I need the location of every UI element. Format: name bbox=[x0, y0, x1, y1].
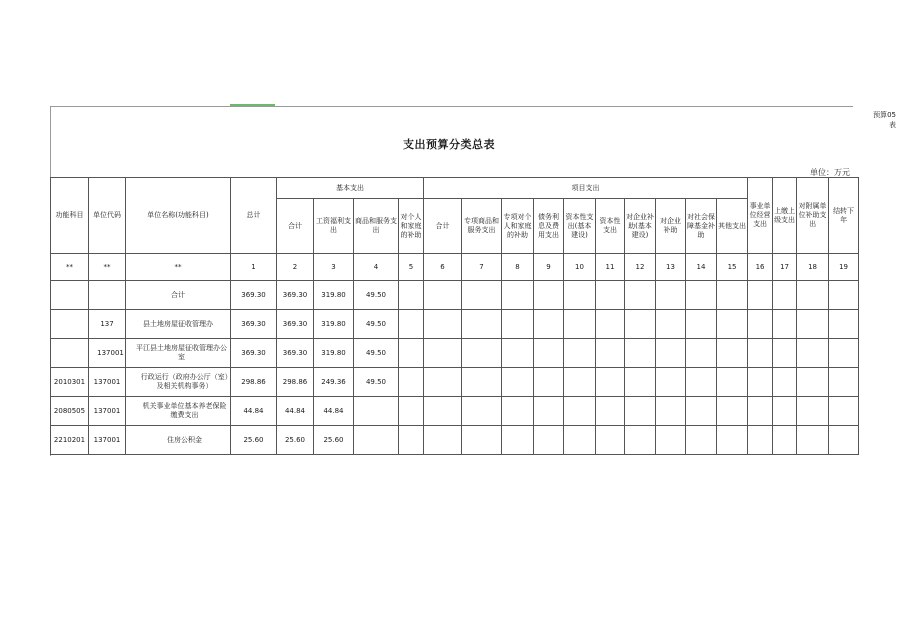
table-row bbox=[51, 397, 859, 426]
empty-cell bbox=[797, 281, 829, 310]
header-basic-col: 对个人和家庭的补助 bbox=[399, 199, 424, 254]
basic-total-cell: 44.84 bbox=[277, 397, 314, 426]
index-cell: 19 bbox=[829, 254, 859, 281]
empty-cell bbox=[686, 397, 717, 426]
index-cell: 17 bbox=[773, 254, 797, 281]
total-cell: 298.86 bbox=[231, 368, 277, 397]
empty-cell bbox=[564, 397, 596, 426]
table-row bbox=[51, 426, 859, 455]
empty-cell bbox=[748, 339, 773, 368]
empty-cell bbox=[625, 281, 656, 310]
empty-cell bbox=[534, 426, 564, 455]
empty-cell bbox=[829, 339, 859, 368]
empty-cell bbox=[797, 368, 829, 397]
header-tail: 事业单位经营支出 bbox=[748, 178, 773, 254]
basic-total-cell: 369.30 bbox=[277, 310, 314, 339]
empty-cell bbox=[564, 310, 596, 339]
header-tail: 结转下年 bbox=[829, 178, 859, 254]
empty-cell bbox=[686, 368, 717, 397]
empty-cell bbox=[502, 310, 534, 339]
empty-cell bbox=[686, 426, 717, 455]
empty-cell bbox=[534, 397, 564, 426]
header-unit-code: 单位代码 bbox=[89, 178, 126, 254]
empty-cell bbox=[462, 281, 502, 310]
empty-cell bbox=[797, 310, 829, 339]
header-project-col: 债务利息及费用支出 bbox=[534, 199, 564, 254]
index-cell: 10 bbox=[564, 254, 596, 281]
empty-cell bbox=[829, 368, 859, 397]
unit-name-cell: 县土地房屋征收管理办 bbox=[126, 310, 231, 339]
salary-cell: 44.84 bbox=[314, 397, 354, 426]
salary-cell: 249.36 bbox=[314, 368, 354, 397]
empty-cell bbox=[564, 281, 596, 310]
empty-cell bbox=[596, 310, 625, 339]
empty-cell bbox=[625, 339, 656, 368]
goods-services-cell bbox=[354, 426, 399, 455]
index-cell: 5 bbox=[399, 254, 424, 281]
basic-total-cell: 369.30 bbox=[277, 339, 314, 368]
empty-cell bbox=[748, 281, 773, 310]
unit-name-cell: 合计 bbox=[126, 281, 231, 310]
empty-cell bbox=[462, 310, 502, 339]
header-project-col: 资本性支出 bbox=[596, 199, 625, 254]
total-cell: 369.30 bbox=[231, 339, 277, 368]
empty-cell bbox=[656, 339, 686, 368]
index-cell: 6 bbox=[424, 254, 462, 281]
unit-code-cell: 137001 bbox=[89, 339, 126, 368]
goods-services-cell: 49.50 bbox=[354, 339, 399, 368]
total-cell: 25.60 bbox=[231, 426, 277, 455]
empty-cell bbox=[717, 281, 748, 310]
index-cell: 12 bbox=[625, 254, 656, 281]
header-project-col: 其他支出 bbox=[717, 199, 748, 254]
empty-cell bbox=[656, 281, 686, 310]
empty-cell bbox=[797, 397, 829, 426]
empty-cell bbox=[399, 281, 424, 310]
empty-cell bbox=[424, 397, 462, 426]
empty-cell bbox=[748, 310, 773, 339]
header-project-col: 对企业补助(基本建设) bbox=[625, 199, 656, 254]
empty-cell bbox=[502, 281, 534, 310]
empty-cell bbox=[502, 426, 534, 455]
unit-name-cell: 住房公积金 bbox=[126, 426, 231, 455]
salary-cell: 319.80 bbox=[314, 310, 354, 339]
empty-cell bbox=[625, 426, 656, 455]
empty-cell bbox=[462, 339, 502, 368]
header-project-col: 对社会保障基金补助 bbox=[686, 199, 717, 254]
index-cell: ** bbox=[51, 254, 89, 281]
empty-cell bbox=[797, 339, 829, 368]
func-subject-cell bbox=[51, 310, 89, 339]
empty-cell bbox=[686, 339, 717, 368]
total-cell: 369.30 bbox=[231, 310, 277, 339]
header-basic-col: 合计 bbox=[277, 199, 314, 254]
empty-cell bbox=[596, 281, 625, 310]
empty-cell bbox=[773, 397, 797, 426]
empty-cell bbox=[502, 368, 534, 397]
empty-cell bbox=[462, 368, 502, 397]
empty-cell bbox=[596, 339, 625, 368]
empty-cell bbox=[656, 426, 686, 455]
page-title: 支出预算分类总表 bbox=[403, 138, 495, 151]
empty-cell bbox=[717, 310, 748, 339]
salary-cell: 319.80 bbox=[314, 339, 354, 368]
empty-cell bbox=[596, 368, 625, 397]
empty-cell bbox=[534, 339, 564, 368]
basic-total-cell: 369.30 bbox=[277, 281, 314, 310]
header-basic-col: 商品和服务支出 bbox=[354, 199, 399, 254]
salary-cell: 319.80 bbox=[314, 281, 354, 310]
index-cell: 1 bbox=[231, 254, 277, 281]
index-cell: 8 bbox=[502, 254, 534, 281]
empty-cell bbox=[829, 281, 859, 310]
header-project-col: 专项商品和服务支出 bbox=[462, 199, 502, 254]
index-row bbox=[51, 254, 859, 281]
header-total: 总计 bbox=[231, 178, 277, 254]
header-row-1 bbox=[51, 178, 859, 199]
budget-table bbox=[50, 177, 859, 455]
unit-name-cell: 行政运行（政府办公厅（室）及相关机构事务） bbox=[126, 368, 231, 397]
empty-cell bbox=[773, 426, 797, 455]
index-cell: 11 bbox=[596, 254, 625, 281]
table-code bbox=[866, 110, 896, 130]
salary-cell: 25.60 bbox=[314, 426, 354, 455]
total-cell: 44.84 bbox=[231, 397, 277, 426]
empty-cell bbox=[564, 339, 596, 368]
empty-cell bbox=[424, 426, 462, 455]
empty-cell bbox=[534, 368, 564, 397]
empty-cell bbox=[748, 426, 773, 455]
table-code-suffix: 表 bbox=[889, 121, 896, 129]
index-cell: 7 bbox=[462, 254, 502, 281]
header-project-col: 资本性支出(基本建设) bbox=[564, 199, 596, 254]
unit-code-cell: 137001 bbox=[89, 397, 126, 426]
table-code-line: 预算05 bbox=[873, 111, 896, 119]
empty-cell bbox=[462, 426, 502, 455]
empty-cell bbox=[686, 281, 717, 310]
empty-cell bbox=[625, 310, 656, 339]
total-cell: 369.30 bbox=[231, 281, 277, 310]
basic-total-cell: 298.86 bbox=[277, 368, 314, 397]
empty-cell bbox=[656, 368, 686, 397]
index-cell: 18 bbox=[797, 254, 829, 281]
index-cell: ** bbox=[126, 254, 231, 281]
func-subject-cell bbox=[51, 339, 89, 368]
func-subject-cell: 2080505 bbox=[51, 397, 89, 426]
empty-cell bbox=[596, 397, 625, 426]
table-row bbox=[51, 281, 859, 310]
empty-cell bbox=[462, 397, 502, 426]
empty-cell bbox=[502, 339, 534, 368]
empty-cell bbox=[625, 368, 656, 397]
header-project-col: 专项对个人和家庭的补助 bbox=[502, 199, 534, 254]
index-cell: 14 bbox=[686, 254, 717, 281]
func-subject-cell bbox=[51, 281, 89, 310]
empty-cell bbox=[399, 426, 424, 455]
empty-cell bbox=[773, 339, 797, 368]
unit-code-cell: 137 bbox=[89, 310, 126, 339]
index-cell: 4 bbox=[354, 254, 399, 281]
empty-cell bbox=[596, 426, 625, 455]
header-project-group: 项目支出 bbox=[424, 178, 748, 199]
empty-cell bbox=[564, 368, 596, 397]
unit-code-cell: 137001 bbox=[89, 368, 126, 397]
cell-selection-marker bbox=[230, 104, 275, 106]
unit-name-cell: 平江县土地房屋征收管理办公室 bbox=[126, 339, 231, 368]
empty-cell bbox=[564, 426, 596, 455]
index-cell: 2 bbox=[277, 254, 314, 281]
empty-cell bbox=[656, 310, 686, 339]
empty-cell bbox=[686, 310, 717, 339]
unit-code-cell bbox=[89, 281, 126, 310]
empty-cell bbox=[829, 397, 859, 426]
empty-cell bbox=[829, 310, 859, 339]
unit-label: 单位：万元 bbox=[810, 168, 850, 177]
empty-cell bbox=[424, 368, 462, 397]
empty-cell bbox=[717, 426, 748, 455]
empty-cell bbox=[656, 397, 686, 426]
empty-cell bbox=[773, 281, 797, 310]
empty-cell bbox=[717, 368, 748, 397]
header-basic-group: 基本支出 bbox=[277, 178, 424, 199]
empty-cell bbox=[399, 368, 424, 397]
empty-cell bbox=[502, 397, 534, 426]
header-basic-col: 工资福利支出 bbox=[314, 199, 354, 254]
empty-cell bbox=[829, 426, 859, 455]
empty-cell bbox=[399, 339, 424, 368]
empty-cell bbox=[748, 397, 773, 426]
empty-cell bbox=[424, 281, 462, 310]
index-cell: 9 bbox=[534, 254, 564, 281]
goods-services-cell: 49.50 bbox=[354, 281, 399, 310]
empty-cell bbox=[534, 310, 564, 339]
empty-cell bbox=[625, 397, 656, 426]
empty-cell bbox=[797, 426, 829, 455]
empty-cell bbox=[399, 397, 424, 426]
empty-cell bbox=[424, 310, 462, 339]
goods-services-cell: 49.50 bbox=[354, 310, 399, 339]
unit-name-cell: 机关事业单位基本养老保险缴费支出 bbox=[126, 397, 231, 426]
unit-code-cell: 137001 bbox=[89, 426, 126, 455]
index-cell: 16 bbox=[748, 254, 773, 281]
empty-cell bbox=[748, 368, 773, 397]
header-project-col: 合计 bbox=[424, 199, 462, 254]
header-unit-name: 单位名称(功能科目) bbox=[126, 178, 231, 254]
func-subject-cell: 2210201 bbox=[51, 426, 89, 455]
header-project-col: 对企业补助 bbox=[656, 199, 686, 254]
table-row bbox=[51, 310, 859, 339]
table-row bbox=[51, 368, 859, 397]
func-subject-cell: 2010301 bbox=[51, 368, 89, 397]
empty-cell bbox=[717, 339, 748, 368]
empty-cell bbox=[717, 397, 748, 426]
header-tail: 对附属单位补助支出 bbox=[797, 178, 829, 254]
index-cell: 13 bbox=[656, 254, 686, 281]
empty-cell bbox=[399, 310, 424, 339]
empty-cell bbox=[773, 310, 797, 339]
index-cell: 3 bbox=[314, 254, 354, 281]
header-func-subject: 功能科目 bbox=[51, 178, 89, 254]
goods-services-cell: 49.50 bbox=[354, 368, 399, 397]
index-cell: ** bbox=[89, 254, 126, 281]
table-row bbox=[51, 339, 859, 368]
empty-cell bbox=[424, 339, 462, 368]
goods-services-cell bbox=[354, 397, 399, 426]
index-cell: 15 bbox=[717, 254, 748, 281]
basic-total-cell: 25.60 bbox=[277, 426, 314, 455]
empty-cell bbox=[773, 368, 797, 397]
empty-cell bbox=[534, 281, 564, 310]
header-tail: 上缴上级支出 bbox=[773, 178, 797, 254]
